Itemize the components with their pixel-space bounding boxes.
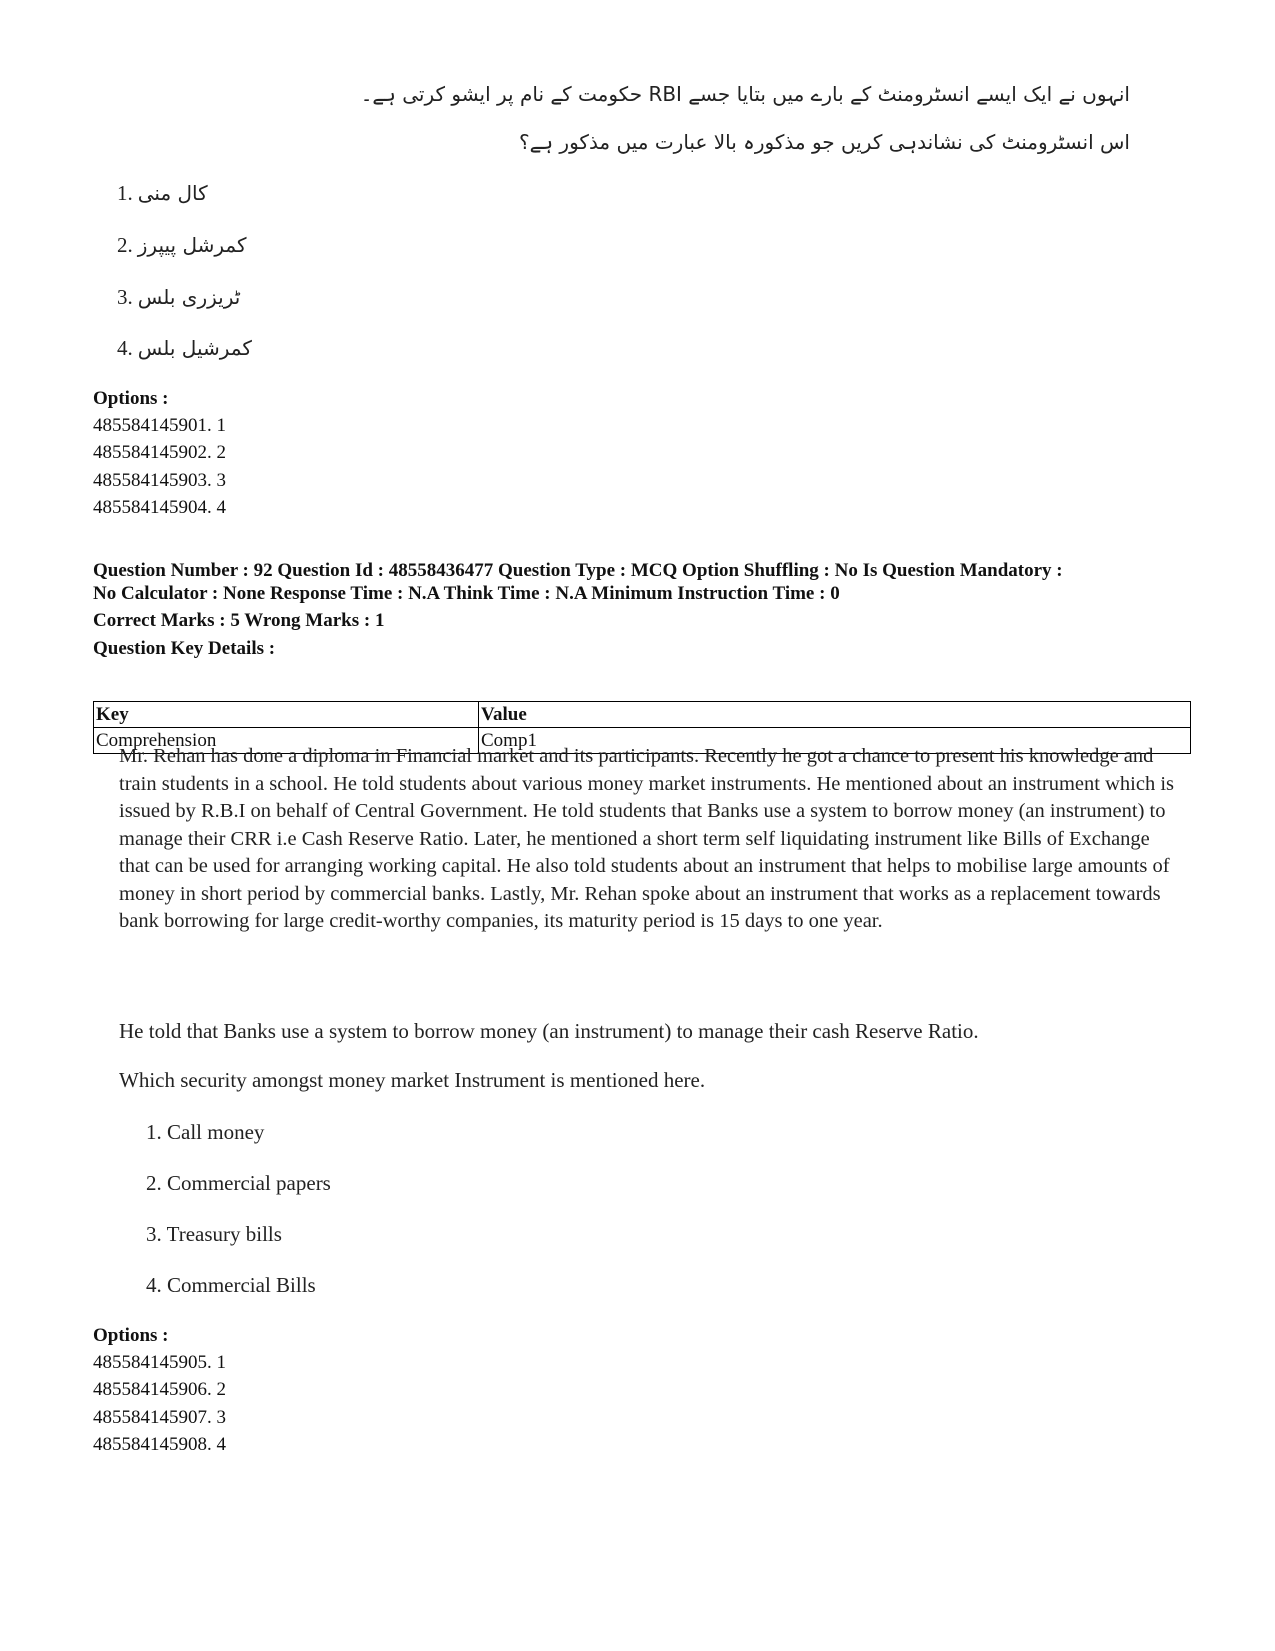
option-id-4: 485584145904. 4: [93, 497, 226, 518]
question-meta-line-2: No Calculator : None Response Time : N.A Think Time : N.A Minimum Instruction Time : 0: [93, 583, 840, 604]
urdu-choice-1: [117, 181, 208, 206]
option-id-1: 485584145901. 1: [93, 415, 226, 436]
urdu-choice-number: 4.: [117, 336, 133, 360]
urdu-choice-4: [117, 336, 252, 361]
urdu-question-line-2: اس انسٹرومنٹ کی نشاندہی کریں جو مذکورہ بالا عبارت میں مذکور ہے؟: [519, 130, 1130, 154]
comprehension-passage: Mr. Rehan has done a diploma in Financial market and its participants. Recently he got a chance to present his knowledge and train students in a school. He told students about various money market instruments. He mentioned about an instrument which is issued by R.B.I on behalf of Central Government. He told students that Banks use a system to borrow money (an instrument) to manage their CRR i.e Cash Reserve Ratio. Later, he mentioned a short term self liquidating instrument like Bills of Exchange that can be used for arranging working capital. He also told students about an instrument that helps to mobilise large amounts of money in short period by commercial banks. Lastly, Mr. Rehan spoke about an instrument that works as a replacement towards bank borrowing for large credit-worthy companies, its maturity period is 15 days to one year.: [119, 745, 1174, 932]
english-choice-4: 4. Commercial Bills: [146, 1273, 316, 1297]
option-id-8: 485584145908. 4: [93, 1434, 226, 1455]
question-marks: Correct Marks : 5 Wrong Marks : 1: [93, 610, 385, 631]
urdu-choice-2: [117, 233, 246, 258]
english-choice-3: 3. Treasury bills: [146, 1222, 282, 1246]
option-id-2: 485584145902. 2: [93, 442, 226, 463]
english-question-line-2: Which security amongst money market Instrument is mentioned here.: [119, 1068, 706, 1092]
option-id-3: 485584145903. 3: [93, 470, 226, 491]
english-choice-1: 1. Call money: [146, 1120, 265, 1144]
urdu-question-line-1: انہوں نے ایک ایسے انسٹرومنٹ کے بارے میں بتایا جسے RBI حکومت کے نام پر ایشو کرتی ہے۔: [360, 82, 1130, 106]
urdu-choice-text: کمرشیل بلس: [137, 336, 252, 360]
table-cell-value: Comp1: [479, 728, 1191, 754]
table-header-key: Key: [94, 702, 479, 728]
option-id-5: 485584145905. 1: [93, 1352, 226, 1373]
urdu-choice-text: کال منی: [137, 181, 208, 205]
english-choice-2: 2. Commercial papers: [146, 1171, 331, 1195]
english-question-line-1: He told that Banks use a system to borrow money (an instrument) to manage their cash Reserve Ratio.: [119, 1019, 979, 1043]
urdu-choice-text: کمرشل پیپرز: [137, 233, 247, 257]
question-key-details-label: Question Key Details :: [93, 638, 276, 659]
urdu-choice-3: [117, 285, 240, 310]
urdu-choice-number: 3.: [117, 285, 133, 309]
options-heading-2: Options :: [93, 1325, 169, 1346]
option-id-6: 485584145906. 2: [93, 1379, 226, 1400]
table-header-value: Value: [479, 702, 1191, 728]
options-heading-1: Options :: [93, 388, 169, 409]
option-id-7: 485584145907. 3: [93, 1407, 226, 1428]
urdu-choice-number: 1.: [117, 181, 133, 205]
question-meta-line-1: Question Number : 92 Question Id : 48558436477 Question Type : MCQ Option Shuffling : No Is Question Mandatory :: [93, 560, 1063, 581]
urdu-choice-text: ٹریزری بلس: [137, 285, 241, 309]
table-cell-key: Comprehension: [94, 728, 479, 754]
table-header-row: [94, 702, 1191, 728]
urdu-choice-number: 2.: [117, 233, 133, 257]
